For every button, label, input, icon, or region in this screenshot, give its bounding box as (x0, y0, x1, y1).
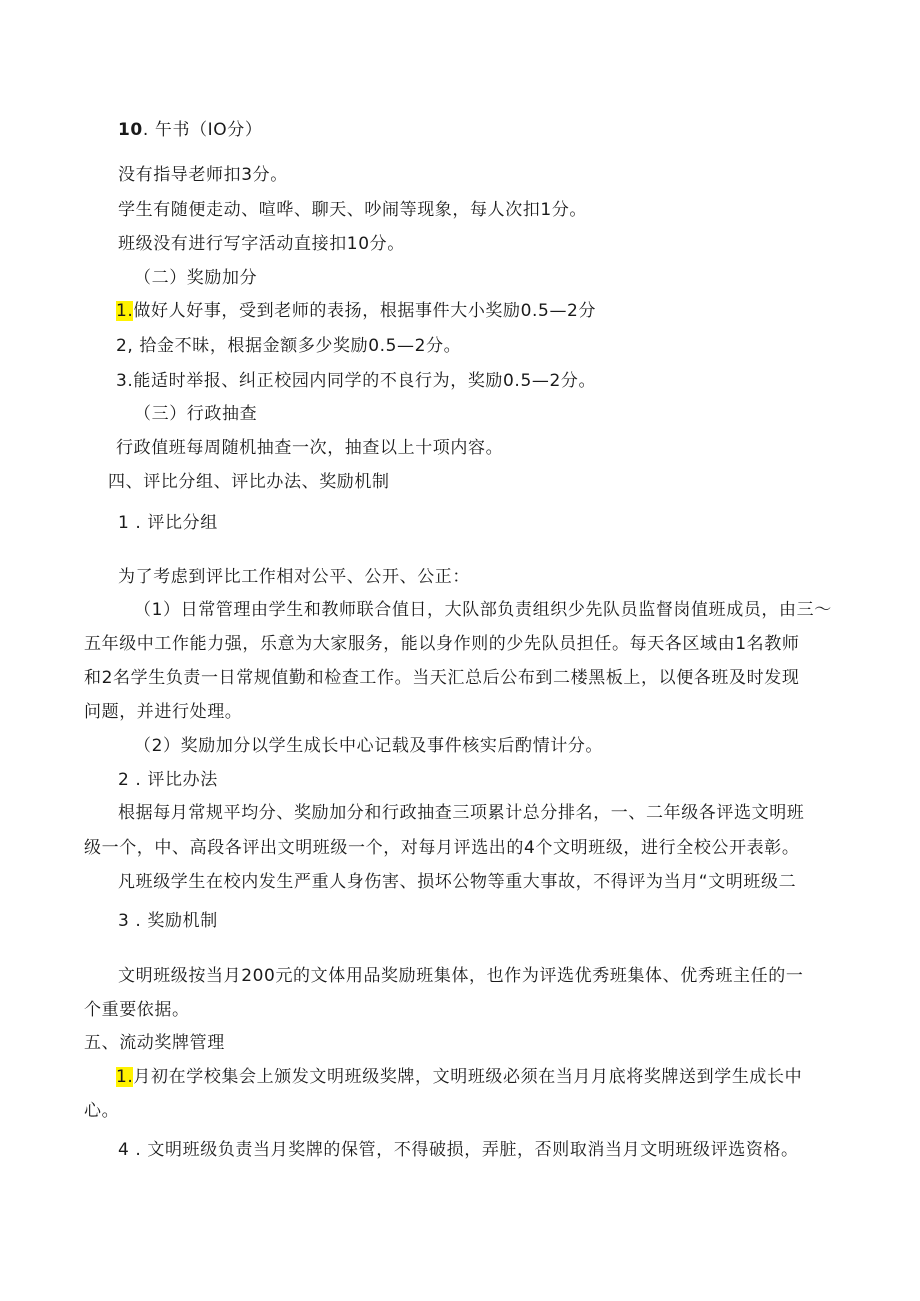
paragraph-line: 行政值班每周随机抽查一次，抽查以上十项内容。 (116, 438, 504, 458)
section-heading-bonus: （二）奖励加分 (134, 268, 258, 288)
rule-line: 班级没有进行写字活动直接扣10分。 (118, 234, 405, 254)
subheading-grouping: 1 . 评比分组 (118, 513, 218, 533)
highlight-marker: 1. (116, 301, 134, 321)
paragraph-line: 根据每月常规平均分、奖励加分和行政抽查三项累计总分排名，一、二年级各评选文明班 (118, 803, 805, 823)
item-10-heading (118, 118, 262, 142)
bonus-item-3: 3.能适时举报、纠正校园内同学的不良行为，奖励0.5—2分。 (116, 371, 597, 391)
paragraph-line: 个重要依据。 (84, 1000, 190, 1020)
plaque-item-1 (116, 1065, 802, 1089)
section-heading-admin: （三）行政抽查 (134, 404, 258, 424)
paragraph-line: 级一个，中、高段各评出文明班级一个，对每月评选出的4个文明班级，进行全校公开表彰。 (84, 838, 800, 858)
item-title: . 午书（IO分） (142, 120, 263, 140)
subheading-method: 2 . 评比办法 (118, 770, 218, 790)
bonus-item-text: 做好人好事，受到老师的表扬，根据事件大小奖励0.5—2分 (133, 301, 597, 321)
bonus-item-1 (116, 299, 596, 323)
plaque-item-4: 4 . 文明班级负责当月奖牌的保管，不得破损，弄脏，否则取消当月文明班级评选资格。 (118, 1140, 799, 1160)
bonus-item-2: 2, 拾金不昧，根据金额多少奖励0.5—2分。 (116, 336, 462, 356)
paragraph-line: 凡班级学生在校内发生严重人身伤害、损坏公物等重大事故，不得评为当月“文明班级二 (118, 872, 797, 892)
paragraph-line: 心。 (84, 1101, 120, 1121)
paragraph-line: （2）奖励加分以学生成长中心记载及事件核实后酌情计分。 (134, 736, 604, 756)
chapter-heading-4: 四、评比分组、评比办法、奖励机制 (108, 472, 390, 492)
paragraph-line: 和2名学生负责一日常规值勤和检查工作。当天汇总后公布到二楼黑板上，以便各班及时发现 (84, 668, 800, 688)
plaque-item-text: 月初在学校集会上颁发文明班级奖牌，文明班级必须在当月月底将奖牌送到学生成长中 (133, 1067, 803, 1087)
subheading-reward: 3 . 奖励机制 (118, 911, 218, 931)
item-number: 10 (118, 120, 143, 140)
highlight-marker: 1. (116, 1067, 134, 1087)
chapter-heading-5: 五、流动奖牌管理 (84, 1033, 225, 1053)
rule-line: 没有指导老师扣3分。 (118, 165, 288, 185)
paragraph-line: 为了考虑到评比工作相对公平、公开、公正： (118, 567, 470, 587)
rule-line: 学生有随便走动、喧哗、聊天、吵闹等现象，每人次扣1分。 (118, 200, 588, 220)
paragraph-line: （1）日常管理由学生和教师联合值日，大队部负责组织少先队员监督岗值班成员，由三～ (134, 600, 832, 620)
paragraph-line: 文明班级按当月200元的文体用品奖励班集体，也作为评选优秀班集体、优秀班主任的一 (118, 966, 804, 986)
paragraph-line: 五年级中工作能力强，乐意为大家服务，能以身作则的少先队员担任。每天各区域由1名教师 (84, 634, 800, 654)
paragraph-line: 问题，并进行处理。 (84, 702, 243, 722)
